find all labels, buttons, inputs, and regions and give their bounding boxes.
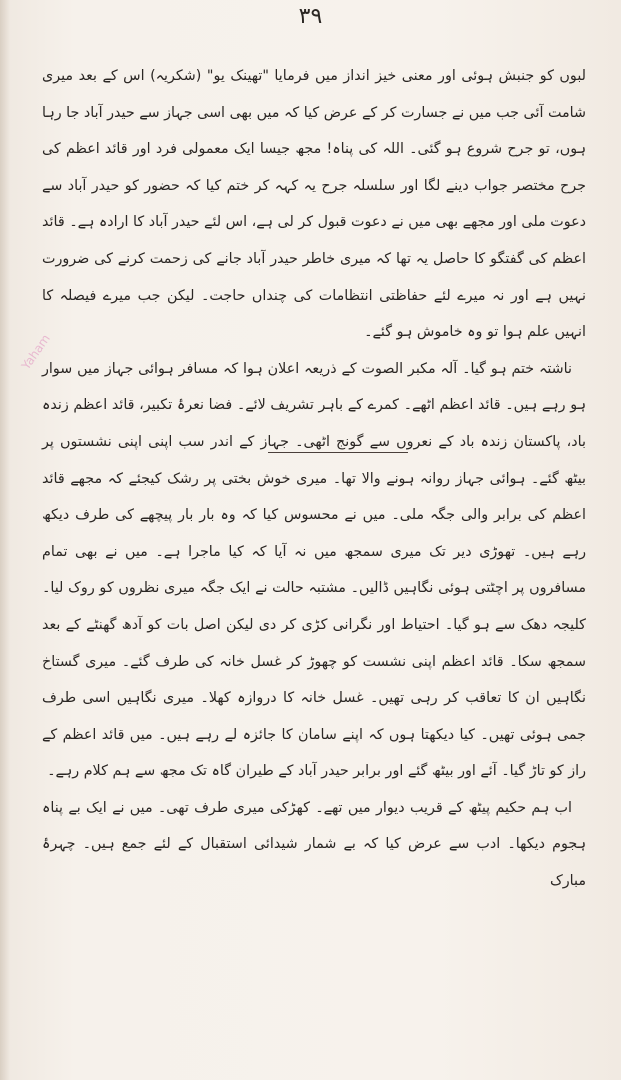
urdu-text-body [42, 58, 586, 900]
paragraph-1: لبوں کو جنبش ہوئی اور معنی خیز انداز میں فرمایا "تھینک یو" (شکریہ) اس کے بعد میری شامت آئی جب میں نے جسارت کر کے عرض کیا کہ میں بھی اسی جہاز سے حیدر آباد جا رہا ہوں، تو جرح شروع ہو گئی۔ اللہ کی پناہ! مجھ جیسا ایک معمولی فرد اور قائد اعظم کی جرح مختصر جواب دینے لگا اور سلسلہ جرح یہ کہہ کر ختم کیا کہ حضور کو حیدر آباد سے دعوت ملی اور مجھے بھی میں نے دعوت قبول کر لی ہے، اس لئے حیدر آباد کا ارادہ ہے۔ قائد اعظم کی گفتگو کا حاصل یہ تھا کہ میری خاطر حیدر آباد جانے کی زحمت کرنے کی ضرورت نہیں ہے اور نہ میرے لئے حفاظتی انتظامات کی چنداں حاجت۔ لیکن جب میرے فیصلہ کا انہیں علم ہوا تو وہ خاموش ہو گئے۔ [42, 68, 586, 341]
page-number: ۳۹ [298, 4, 323, 29]
page-binding-shadow [0, 0, 10, 1080]
margin-handwritten-note: Yaham [18, 331, 53, 373]
paragraph-3: اب ہم حکیم پیٹھ کے قریب دیوار میں تھے۔ کھڑکی میری طرف تھی۔ میں نے ایک بے پناہ ہجوم دیکھا۔ ادب سے عرض کیا کہ بے شمار شیدائی استقبال کے لئے جمع ہیں۔ چہرۂ مبارک [42, 799, 586, 890]
paragraph-2: ناشتہ ختم ہو گیا۔ آلہ مکبر الصوت کے ذریعہ اعلان ہوا کہ مسافر ہوائی جہاز میں سوار ہو رہے ہیں۔ قائد اعظم اٹھے۔ کمرے کے باہر تشریف لائے۔ فضا نعرۂ تکبیر، قائد اعظم زندہ باد، پاکستان زندہ باد کے نعروں سے گونج اٹھی۔ جہاز کے اندر سب اپنی اپنی نشستوں پر بیٹھ گئے۔ ہوائی جہاز روانہ ہونے والا تھا۔ میری خوش بختی پر رشک کیجئے کہ مجھے قائد اعظم کی برابر والی جگہ ملی۔ میں نے محسوس کیا کہ وہ بار بار پیچھے کی طرف دیکھ رہے ہیں۔ تھوڑی دیر تک میری سمجھ میں نہ آیا کہ کیا ماجرا ہے۔ میں نے بھی تمام مسافروں پر اچٹتی ہوئی نگاہیں ڈالیں۔ مشتبہ حالت نے ایک جگہ میری نظروں کو روک لیا۔ کلیجہ دھک سے ہو گیا۔ احتیاط اور نگرانی کڑی کر دی لیکن اصل بات کو آدھ گھنٹے کے بعد سمجھ سکا۔ قائد اعظم اپنی نشست کو چھوڑ کر غسل خانہ کی طرف گئے۔ میری گستاخ نگاہیں ان کا تعاقب کر رہی تھیں۔ غسل خانہ کا دروازہ کھلا۔ میری نگاہیں اسی طرف جمی ہوئی تھیں۔ کیا دیکھتا ہوں کہ اپنے سامان کا جائزہ لے رہے ہیں۔ میں قائد اعظم کے راز کو تاڑ گیا۔ آئے اور بیٹھ گئے اور برابر حیدر آباد کے طیران گاہ تک مجھ سے ہم کلام رہے۔ [42, 360, 586, 780]
pen-underline-mark [268, 452, 408, 453]
